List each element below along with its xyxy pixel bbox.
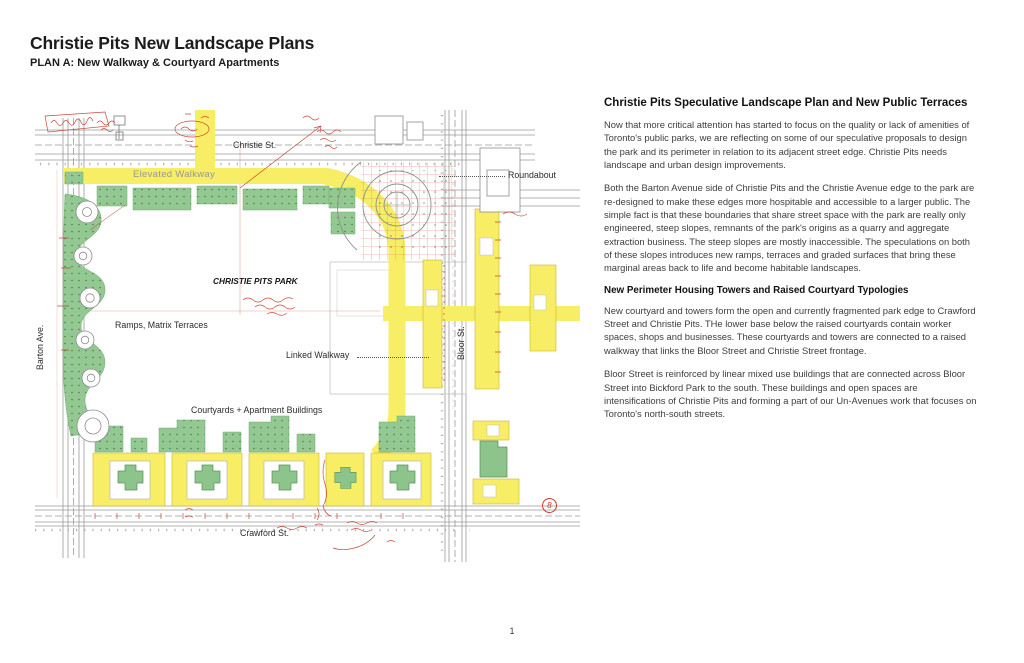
page-number: 1 xyxy=(509,626,515,636)
ramps-terraces-label: Ramps, Matrix Terraces xyxy=(115,320,208,330)
linked-walkway-leader-line xyxy=(357,357,429,358)
street-label-christie: Christie St. xyxy=(233,140,277,150)
park-name-label: CHRISTIE PITS PARK xyxy=(213,276,298,286)
document-header xyxy=(30,33,314,69)
roundabout-leader-line xyxy=(439,176,505,177)
street-label-crawford: Crawford St. xyxy=(240,528,289,538)
plan-marker-8: 8 xyxy=(541,497,558,514)
elevated-walkway-label: Elevated Walkway xyxy=(133,169,216,180)
courtyards-label: Courtyards + Apartment Buildings xyxy=(191,405,323,415)
site-plan-drawing xyxy=(35,110,580,562)
linked-walkway-label: Linked Walkway xyxy=(286,350,350,360)
section-heading: Christie Pits Speculative Landscape Plan and New Public Terraces xyxy=(604,97,968,109)
paragraph: Bloor Street is reinforced by linear mixed use buildings that are connected across Bloor Street into Bickford Park to the south. These buildings and open spaces are intensifications of Christie Pits and forming a part of our Un-Avenues work that focuses on Toronto's north-south streets. xyxy=(604,368,977,420)
section-subheading: New Perimeter Housing Towers and Raised Courtyard Typologies xyxy=(604,284,909,296)
page-subtitle: PLAN A: New Walkway & Courtyard Apartments xyxy=(30,57,280,69)
paragraph: New courtyard and towers form the open and currently fragmented park edge to Crawford Street and Christie Pits. THe lower base below the raised courtyards contain worker spaces, shops and businesses. These courtyards and towers are connected to a raised walkway that links the Bloor Street and Christie Street frontage. xyxy=(604,304,976,356)
description-column xyxy=(604,97,978,431)
paragraph: Both the Barton Avenue side of Christie Pits and the Christie Avenue edge to the park are re-designed to make these edges more hospitable and accessible to a larger public. The simple fact is that these boundaries that share street space with the park are really only engineered, steep slopes, remnants of the park's origins as a quarry and aggregate extraction business. The steep slopes are mostly inaccessible. The speculations on both of these slopes introduces new ramps, terraces and graded surfaces that bring these marginal areas back to life and become habitable landscapes. xyxy=(604,182,975,274)
street-label-barton: Barton Ave. xyxy=(35,324,45,370)
paragraph: Now that more critical attention has started to focus on the quality or lack of amenities of Toronto's public parks, we are reflecting on some of our speculative proposals to design the park and its perimeter in relation to its adjacent street edge. Christie Pits needs landscape and urban design improvements. xyxy=(604,119,970,171)
site-plan xyxy=(35,110,580,562)
page-title: Christie Pits New Landscape Plans xyxy=(30,33,315,53)
roundabout-label: Roundabout xyxy=(508,170,556,180)
street-label-bloor: Bloor St. xyxy=(456,326,466,360)
